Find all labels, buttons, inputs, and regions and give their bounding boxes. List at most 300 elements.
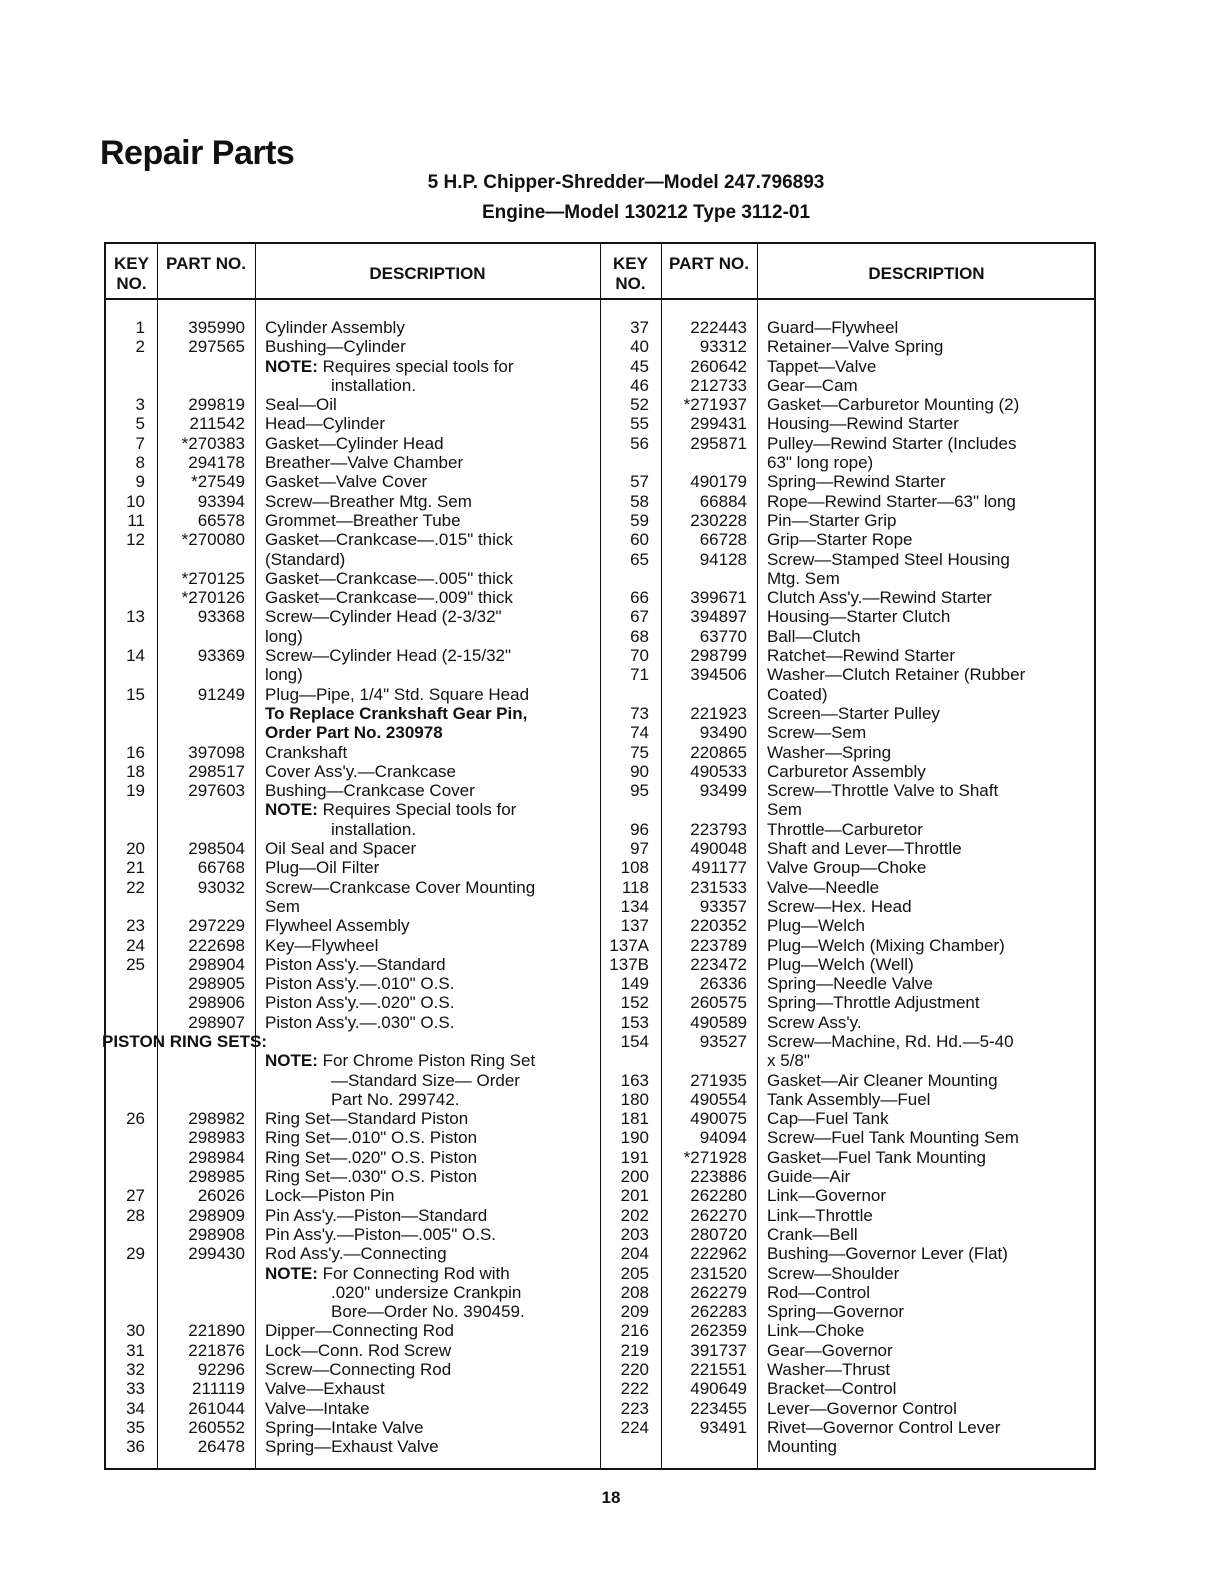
header-divider bbox=[106, 298, 1094, 300]
part-no: 66578 bbox=[197, 510, 245, 530]
description: Lever—Governor Control bbox=[767, 1398, 957, 1418]
part-no: 222962 bbox=[690, 1244, 747, 1264]
key-no: 134 bbox=[620, 896, 649, 916]
description: To Replace Crankshaft Gear Pin, bbox=[265, 703, 528, 723]
part-no: 490179 bbox=[690, 472, 747, 492]
description: Sem bbox=[265, 896, 300, 916]
part-no bbox=[157, 1302, 255, 1321]
description: Rod Ass'y.—Connecting bbox=[265, 1244, 447, 1264]
table-row bbox=[106, 376, 600, 395]
table-row bbox=[106, 395, 600, 414]
key-no bbox=[600, 569, 661, 588]
description: Grip—Starter Rope bbox=[767, 530, 913, 550]
key-no: 52 bbox=[630, 395, 649, 415]
part-no: 297565 bbox=[188, 337, 245, 357]
key-no: 55 bbox=[630, 414, 649, 434]
description: Shaft and Lever—Throttle bbox=[767, 839, 962, 859]
part-no: *270126 bbox=[181, 588, 245, 608]
table-row bbox=[600, 1090, 1096, 1109]
key-no: 31 bbox=[126, 1340, 145, 1360]
table-row bbox=[600, 627, 1096, 646]
table-row bbox=[106, 1013, 600, 1032]
table-row bbox=[106, 1302, 600, 1321]
part-no: 93032 bbox=[197, 877, 245, 897]
table-row bbox=[106, 1148, 600, 1167]
table-row bbox=[106, 1128, 600, 1147]
key-no: 202 bbox=[620, 1205, 649, 1225]
key-no: 24 bbox=[126, 935, 145, 955]
key-no: 137A bbox=[609, 935, 649, 955]
key-no: 5 bbox=[135, 414, 145, 434]
table-row bbox=[106, 1244, 600, 1263]
part-no: 223886 bbox=[690, 1167, 747, 1187]
key-no: 75 bbox=[630, 742, 649, 762]
part-no: 26478 bbox=[197, 1437, 245, 1457]
table-row bbox=[600, 1360, 1096, 1379]
part-no: 298983 bbox=[188, 1128, 245, 1148]
key-no: 68 bbox=[630, 626, 649, 646]
key-no: 45 bbox=[630, 356, 649, 376]
table-row bbox=[600, 704, 1096, 723]
description: Link—Choke bbox=[767, 1321, 865, 1341]
key-no bbox=[106, 569, 157, 588]
key-no: 180 bbox=[620, 1089, 649, 1109]
part-no: *270125 bbox=[181, 568, 245, 588]
table-row bbox=[600, 395, 1096, 414]
description: Spring—Intake Valve bbox=[265, 1417, 424, 1437]
part-no bbox=[157, 897, 255, 916]
part-no: 299819 bbox=[188, 395, 245, 415]
part-no: 490554 bbox=[690, 1089, 747, 1109]
table-row bbox=[600, 723, 1096, 742]
part-no: 298984 bbox=[188, 1147, 245, 1167]
table-row bbox=[106, 800, 600, 819]
part-no: 490533 bbox=[690, 761, 747, 781]
key-no: 181 bbox=[620, 1109, 649, 1129]
part-no: 490589 bbox=[690, 1012, 747, 1032]
description: Gasket—Carburetor Mounting (2) bbox=[767, 395, 1020, 415]
key-no: 28 bbox=[126, 1205, 145, 1225]
key-no: 209 bbox=[620, 1302, 649, 1322]
key-no: 200 bbox=[620, 1167, 649, 1187]
description: Order Part No. 230978 bbox=[265, 723, 443, 743]
header-description-right: DESCRIPTION bbox=[868, 264, 985, 283]
description: Lock—Piston Pin bbox=[265, 1186, 395, 1206]
key-no: 58 bbox=[630, 491, 649, 511]
table-row bbox=[106, 897, 600, 916]
description: Washer—Spring bbox=[767, 742, 892, 762]
description: Bushing—Governor Lever (Flat) bbox=[767, 1244, 1008, 1264]
part-no: 223793 bbox=[690, 819, 747, 839]
description: Rope—Rewind Starter—63" long bbox=[767, 491, 1016, 511]
description: Piston Ass'y.—.030" O.S. bbox=[265, 1012, 455, 1032]
key-no: 46 bbox=[630, 375, 649, 395]
description: Valve Group—Choke bbox=[767, 858, 927, 878]
table-row bbox=[106, 588, 600, 607]
key-no bbox=[600, 453, 661, 472]
description: Screw—Connecting Rod bbox=[265, 1360, 452, 1380]
part-no: 391737 bbox=[690, 1340, 747, 1360]
key-no: 32 bbox=[126, 1360, 145, 1380]
key-no: 3 bbox=[135, 395, 145, 415]
key-no bbox=[106, 993, 157, 1012]
table-row bbox=[106, 1264, 600, 1283]
description: Sem bbox=[767, 800, 802, 820]
key-no: 37 bbox=[630, 318, 649, 337]
table-row bbox=[106, 318, 600, 337]
part-no bbox=[157, 1264, 255, 1283]
key-no: 15 bbox=[126, 684, 145, 704]
description: Spring—Rewind Starter bbox=[767, 472, 946, 492]
description: Plug—Welch (Well) bbox=[767, 954, 914, 974]
table-row bbox=[600, 1167, 1096, 1186]
description: Gear—Governor bbox=[767, 1340, 893, 1360]
table-row bbox=[106, 685, 600, 704]
description: Screw—Machine, Rd. Hd.—5-40 bbox=[767, 1031, 1014, 1051]
description: Spring—Exhaust Valve bbox=[265, 1437, 439, 1457]
table-row bbox=[600, 1206, 1096, 1225]
part-no: 299431 bbox=[690, 414, 747, 434]
description: Pin Ass'y.—Piston—Standard bbox=[265, 1205, 488, 1225]
key-no: 224 bbox=[620, 1417, 649, 1437]
table-row bbox=[600, 357, 1096, 376]
description: Screw—Shoulder bbox=[767, 1263, 900, 1283]
key-no bbox=[106, 1225, 157, 1244]
key-no: 90 bbox=[630, 761, 649, 781]
table-row bbox=[106, 434, 600, 453]
table-row bbox=[106, 955, 600, 974]
key-no bbox=[106, 1167, 157, 1186]
table-row bbox=[600, 1244, 1096, 1263]
table-row bbox=[600, 530, 1096, 549]
description: Gasket—Air Cleaner Mounting bbox=[767, 1070, 998, 1090]
description: Crankshaft bbox=[265, 742, 348, 762]
key-no: 29 bbox=[126, 1244, 145, 1264]
key-no: 18 bbox=[126, 761, 145, 781]
description: Ratchet—Rewind Starter bbox=[767, 646, 956, 666]
description: Screw—Breather Mtg. Sem bbox=[265, 491, 472, 511]
table-row bbox=[106, 414, 600, 433]
description: Screw—Fuel Tank Mounting Sem bbox=[767, 1128, 1019, 1148]
key-no bbox=[106, 1128, 157, 1147]
key-no bbox=[106, 376, 157, 395]
table-row bbox=[600, 414, 1096, 433]
part-no: 298517 bbox=[188, 761, 245, 781]
description: Ring Set—.020" O.S. Piston bbox=[265, 1147, 478, 1167]
table-row bbox=[106, 1379, 600, 1398]
table-row bbox=[600, 607, 1096, 626]
part-no: *271928 bbox=[683, 1147, 747, 1167]
table-row bbox=[600, 472, 1096, 491]
description: Gasket—Cylinder Head bbox=[265, 433, 444, 453]
table-row bbox=[600, 569, 1096, 588]
table-row bbox=[106, 1071, 600, 1090]
key-no: 108 bbox=[620, 858, 649, 878]
key-no bbox=[106, 357, 157, 376]
table-row bbox=[600, 1379, 1096, 1398]
description: Cover Ass'y.—Crankcase bbox=[265, 761, 456, 781]
part-no bbox=[157, 820, 255, 839]
part-no bbox=[157, 357, 255, 376]
key-no: 65 bbox=[630, 549, 649, 569]
part-no: 397098 bbox=[188, 742, 245, 762]
table-row bbox=[106, 858, 600, 877]
key-no bbox=[106, 820, 157, 839]
table-row bbox=[600, 1399, 1096, 1418]
key-no: 216 bbox=[620, 1321, 649, 1341]
key-no bbox=[600, 1051, 661, 1070]
key-no: 118 bbox=[621, 877, 649, 897]
table-row bbox=[106, 936, 600, 955]
part-no: 297229 bbox=[188, 916, 245, 936]
table-row bbox=[106, 1090, 600, 1109]
key-no: 11 bbox=[127, 510, 145, 530]
key-no: 21 bbox=[126, 858, 145, 878]
key-no: 36 bbox=[126, 1437, 145, 1457]
key-no: 96 bbox=[630, 819, 649, 839]
description: long) bbox=[265, 665, 303, 685]
key-no bbox=[106, 1302, 157, 1321]
header-part-right: PART NO. bbox=[669, 254, 749, 273]
description: Lock—Conn. Rod Screw bbox=[265, 1340, 452, 1360]
key-no bbox=[106, 588, 157, 607]
key-no: 7 bbox=[135, 433, 145, 453]
description: Piston Ass'y.—.010" O.S. bbox=[265, 974, 455, 994]
description: Part No. 299742. bbox=[331, 1089, 460, 1109]
part-no: 221551 bbox=[690, 1360, 747, 1380]
part-no: 299430 bbox=[188, 1244, 245, 1264]
part-no: 91249 bbox=[197, 684, 245, 704]
part-no: 394506 bbox=[690, 665, 747, 685]
key-no: 56 bbox=[630, 433, 649, 453]
part-no: 223472 bbox=[690, 954, 747, 974]
description: Gear—Cam bbox=[767, 375, 858, 395]
key-no: 13 bbox=[126, 607, 145, 627]
table-row bbox=[106, 472, 600, 491]
description: Washer—Thrust bbox=[767, 1360, 891, 1380]
description: Piston Ass'y.—Standard bbox=[265, 954, 446, 974]
description: installation. bbox=[331, 375, 417, 395]
key-no bbox=[106, 665, 157, 684]
description: Spring—Throttle Adjustment bbox=[767, 993, 980, 1013]
part-no bbox=[661, 1437, 757, 1456]
table-row bbox=[600, 781, 1096, 800]
part-no: 294178 bbox=[188, 453, 245, 473]
key-no: 26 bbox=[126, 1109, 145, 1129]
key-no: 223 bbox=[620, 1398, 649, 1418]
key-no: 71 bbox=[630, 665, 649, 685]
table-row bbox=[600, 839, 1096, 858]
description: Gasket—Valve Cover bbox=[265, 472, 428, 492]
table-row bbox=[106, 743, 600, 762]
key-no bbox=[600, 1437, 661, 1456]
part-no bbox=[157, 376, 255, 395]
description: Pin Ass'y.—Piston—.005" O.S. bbox=[265, 1224, 497, 1244]
table-row bbox=[600, 993, 1096, 1012]
table-row bbox=[600, 550, 1096, 569]
description: Screw—Throttle Valve to Shaft bbox=[767, 781, 999, 801]
part-no: 262283 bbox=[690, 1302, 747, 1322]
part-no: 231533 bbox=[690, 877, 747, 897]
part-no: 93369 bbox=[197, 646, 245, 666]
key-no: 8 bbox=[135, 453, 145, 473]
key-no: 27 bbox=[126, 1186, 145, 1206]
key-no bbox=[106, 1264, 157, 1283]
description: Gasket—Crankcase—.015" thick bbox=[265, 530, 513, 550]
key-no: 220 bbox=[620, 1360, 649, 1380]
part-no: 94128 bbox=[699, 549, 747, 569]
part-no: 26336 bbox=[699, 974, 747, 994]
table-row bbox=[106, 781, 600, 800]
table-row bbox=[600, 858, 1096, 877]
description: NOTE: For Chrome Piston Ring Set bbox=[265, 1051, 536, 1071]
table-row bbox=[106, 839, 600, 858]
table-row bbox=[600, 453, 1096, 472]
description: .020" undersize Crankpin bbox=[331, 1282, 522, 1302]
description: Seal—Oil bbox=[265, 395, 337, 415]
key-no: 12 bbox=[126, 530, 145, 550]
key-no: 190 bbox=[620, 1128, 649, 1148]
description: NOTE: Requires Special tools for bbox=[265, 800, 517, 820]
description: NOTE: For Connecting Rod with bbox=[265, 1263, 510, 1283]
part-no: 222698 bbox=[188, 935, 245, 955]
table-row bbox=[600, 685, 1096, 704]
table-row bbox=[106, 820, 600, 839]
description: Bracket—Control bbox=[767, 1379, 897, 1399]
table-row bbox=[600, 1071, 1096, 1090]
key-no: 19 bbox=[126, 781, 145, 801]
description: Dipper—Connecting Rod bbox=[265, 1321, 454, 1341]
key-no bbox=[106, 704, 157, 723]
key-no bbox=[106, 897, 157, 916]
table-row bbox=[600, 1186, 1096, 1205]
part-no: 298504 bbox=[188, 839, 245, 859]
part-no: 490075 bbox=[690, 1109, 747, 1129]
table-row bbox=[600, 1013, 1096, 1032]
table-row bbox=[600, 665, 1096, 684]
description: Screen—Starter Pulley bbox=[767, 703, 940, 723]
key-no: 154 bbox=[620, 1031, 649, 1051]
table-row bbox=[106, 569, 600, 588]
description: Rod—Control bbox=[767, 1282, 870, 1302]
left-parts-list bbox=[102, 318, 600, 1457]
table-row bbox=[600, 916, 1096, 935]
part-no: *27549 bbox=[191, 472, 245, 492]
table-row bbox=[106, 1225, 600, 1244]
table-row bbox=[106, 916, 600, 935]
key-no: 137 bbox=[620, 916, 649, 936]
key-no: 9 bbox=[135, 472, 145, 492]
description: Screw—Hex. Head bbox=[767, 896, 912, 916]
subtitle-engine: Engine—Model 130212 Type 3112-01 bbox=[481, 202, 811, 223]
key-no: 16 bbox=[126, 742, 145, 762]
section-label: PISTON RING SETS: bbox=[102, 1031, 267, 1051]
description: Rivet—Governor Control Lever bbox=[767, 1417, 1001, 1437]
part-no: 212733 bbox=[690, 375, 747, 395]
part-no: 399671 bbox=[690, 588, 747, 608]
part-no: 298799 bbox=[690, 646, 747, 666]
part-no: 298908 bbox=[188, 1224, 245, 1244]
part-no bbox=[157, 723, 255, 742]
key-no bbox=[106, 1090, 157, 1109]
part-no: 221923 bbox=[690, 703, 747, 723]
right-parts-list bbox=[600, 318, 1096, 1457]
table-row bbox=[600, 878, 1096, 897]
table-row bbox=[106, 530, 600, 549]
key-no: 73 bbox=[630, 703, 649, 723]
table-row bbox=[600, 337, 1096, 356]
key-no: 14 bbox=[126, 646, 145, 666]
table-row bbox=[106, 723, 600, 742]
key-no: 74 bbox=[630, 723, 649, 743]
key-no: 33 bbox=[126, 1379, 145, 1399]
key-no: 20 bbox=[126, 839, 145, 859]
key-no: 30 bbox=[126, 1321, 145, 1341]
table-row bbox=[600, 588, 1096, 607]
table-row bbox=[102, 1031, 600, 1051]
part-no bbox=[157, 1051, 255, 1070]
table-row bbox=[600, 897, 1096, 916]
part-no: 261044 bbox=[188, 1398, 245, 1418]
part-no bbox=[157, 1283, 255, 1302]
part-no: 220865 bbox=[690, 742, 747, 762]
part-no: 295871 bbox=[690, 433, 747, 453]
table-row bbox=[600, 1051, 1096, 1070]
description: Plug—Pipe, 1/4" Std. Square Head bbox=[265, 684, 530, 704]
table-row bbox=[600, 1109, 1096, 1128]
table-row bbox=[600, 974, 1096, 993]
description: Ring Set—.010" O.S. Piston bbox=[265, 1128, 478, 1148]
table-row bbox=[600, 955, 1096, 974]
part-no bbox=[157, 550, 255, 569]
table-row bbox=[106, 878, 600, 897]
part-no bbox=[157, 665, 255, 684]
table-row bbox=[106, 511, 600, 530]
table-row bbox=[106, 974, 600, 993]
key-no: 2 bbox=[135, 337, 145, 357]
page-title: Repair Parts bbox=[100, 134, 295, 172]
header-key-right: KEY NO. bbox=[613, 254, 648, 293]
part-no: *271937 bbox=[683, 395, 747, 415]
description: Ball—Clutch bbox=[767, 626, 861, 646]
description: Breather—Valve Chamber bbox=[265, 453, 464, 473]
key-no: 66 bbox=[630, 588, 649, 608]
description: Pin—Starter Grip bbox=[767, 510, 897, 530]
table-row bbox=[600, 800, 1096, 819]
description: Screw—Cylinder Head (2-3/32" bbox=[265, 607, 502, 627]
part-no bbox=[157, 1090, 255, 1109]
description: 63" long rope) bbox=[767, 453, 874, 473]
part-no: 231520 bbox=[690, 1263, 747, 1283]
part-no bbox=[661, 800, 757, 819]
part-no: 297603 bbox=[188, 781, 245, 801]
table-row bbox=[600, 434, 1096, 453]
part-no: 298909 bbox=[188, 1205, 245, 1225]
table-row bbox=[600, 1437, 1096, 1456]
part-no: 211119 bbox=[192, 1379, 245, 1399]
table-row bbox=[106, 627, 600, 646]
part-no bbox=[661, 453, 757, 472]
description: Washer—Clutch Retainer (Rubber bbox=[767, 665, 1026, 685]
key-no: 152 bbox=[620, 993, 649, 1013]
table-row bbox=[600, 318, 1096, 337]
table-row bbox=[106, 1206, 600, 1225]
key-no: 208 bbox=[620, 1282, 649, 1302]
description: installation. bbox=[331, 819, 417, 839]
part-no: 93490 bbox=[699, 723, 747, 743]
description: Retainer—Valve Spring bbox=[767, 337, 944, 357]
description: NOTE: Requires special tools for bbox=[265, 356, 514, 376]
